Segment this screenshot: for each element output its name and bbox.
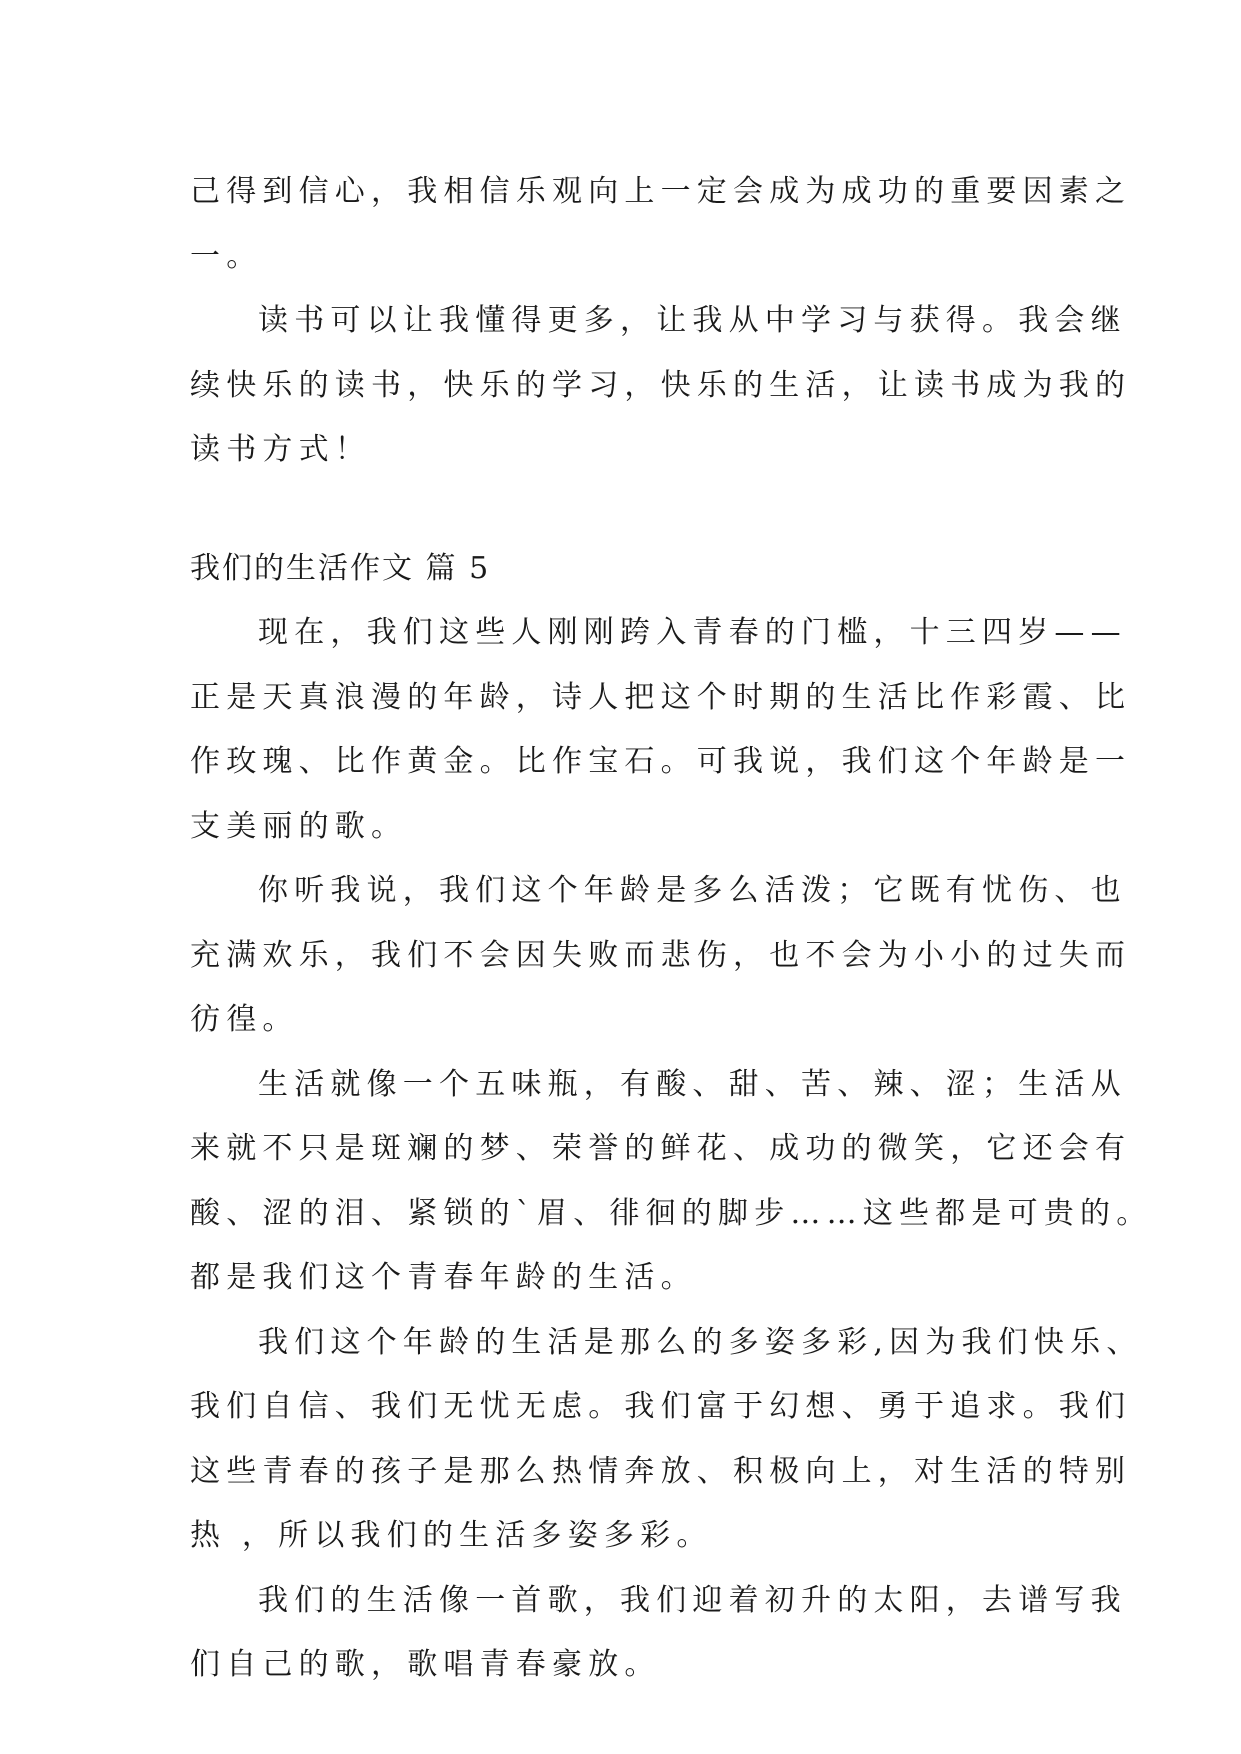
text-line: 一。 [190, 238, 263, 274]
text-line: 支美丽的歌。 [190, 808, 408, 844]
text-line: 正是天真浪漫的年龄，诗人把这个时期的生活比作彩霞、比 [190, 679, 1132, 715]
document-body [190, 160, 1153, 1698]
text-line: 我们的生活像一首歌，我们迎着初升的太阳，去谱写我 [258, 1582, 1127, 1618]
section-spacer [190, 483, 1060, 537]
text-line: 充满欢乐，我们不会因失败而悲伤，也不会为小小的过失而 [190, 937, 1132, 973]
text-line: 生活就像一个五味瓶，有酸、甜、苦、辣、涩；生活从 [258, 1066, 1127, 1102]
section-heading: 我们的生活作文 篇 5 [190, 550, 491, 586]
paragraph [190, 859, 1132, 1053]
paragraph [190, 160, 1132, 289]
text-line: 己得到信心，我相信乐观向上一定会成为成功的重要因素之 [190, 174, 1132, 209]
text-line: 都是我们这个青春年龄的生活。 [190, 1260, 697, 1295]
text-line: 我们这个年龄的生活是那么的多姿多彩,因为我们快乐、 [258, 1324, 1143, 1360]
paragraph [190, 1569, 1127, 1698]
text-line: 现在，我们这些人刚刚跨入青春的门槛，十三四岁—— [258, 615, 1127, 650]
text-line: 作玫瑰、比作黄金。比作宝石。可我说，我们这个年龄是一 [190, 744, 1132, 779]
text-line: 你听我说，我们这个年龄是多么活泼；它既有忧伤、也 [258, 873, 1127, 908]
text-line: 酸、涩的泪、紧锁的`眉、徘徊的脚步……这些都是可贵的。 [190, 1195, 1153, 1231]
text-line: 彷徨。 [190, 1002, 299, 1037]
paragraph [190, 601, 1132, 859]
text-line: 续快乐的读书，快乐的学习，快乐的生活，让读书成为我的 [190, 367, 1132, 403]
text-line: 热 ，所以我们的生活多姿多彩。 [190, 1518, 713, 1553]
paragraph [190, 289, 1132, 483]
text-line: 来就不只是斑斓的梦、荣誉的鲜花、成功的微笑，它还会有 [190, 1131, 1132, 1166]
text-line: 读书方式！ [190, 432, 371, 467]
text-line: 读书可以让我懂得更多，让我从中学习与获得。我会继 [258, 303, 1127, 338]
text-line: 我们自信、我们无忧无虑。我们富于幻想、勇于追求。我们 [190, 1389, 1132, 1424]
paragraph [190, 1053, 1153, 1311]
text-line: 们自己的歌，歌唱青春豪放。 [190, 1647, 661, 1682]
paragraph [190, 1311, 1143, 1569]
text-line: 这些青春的孩子是那么热情奔放、积极向上，对生活的特别 [190, 1453, 1132, 1489]
